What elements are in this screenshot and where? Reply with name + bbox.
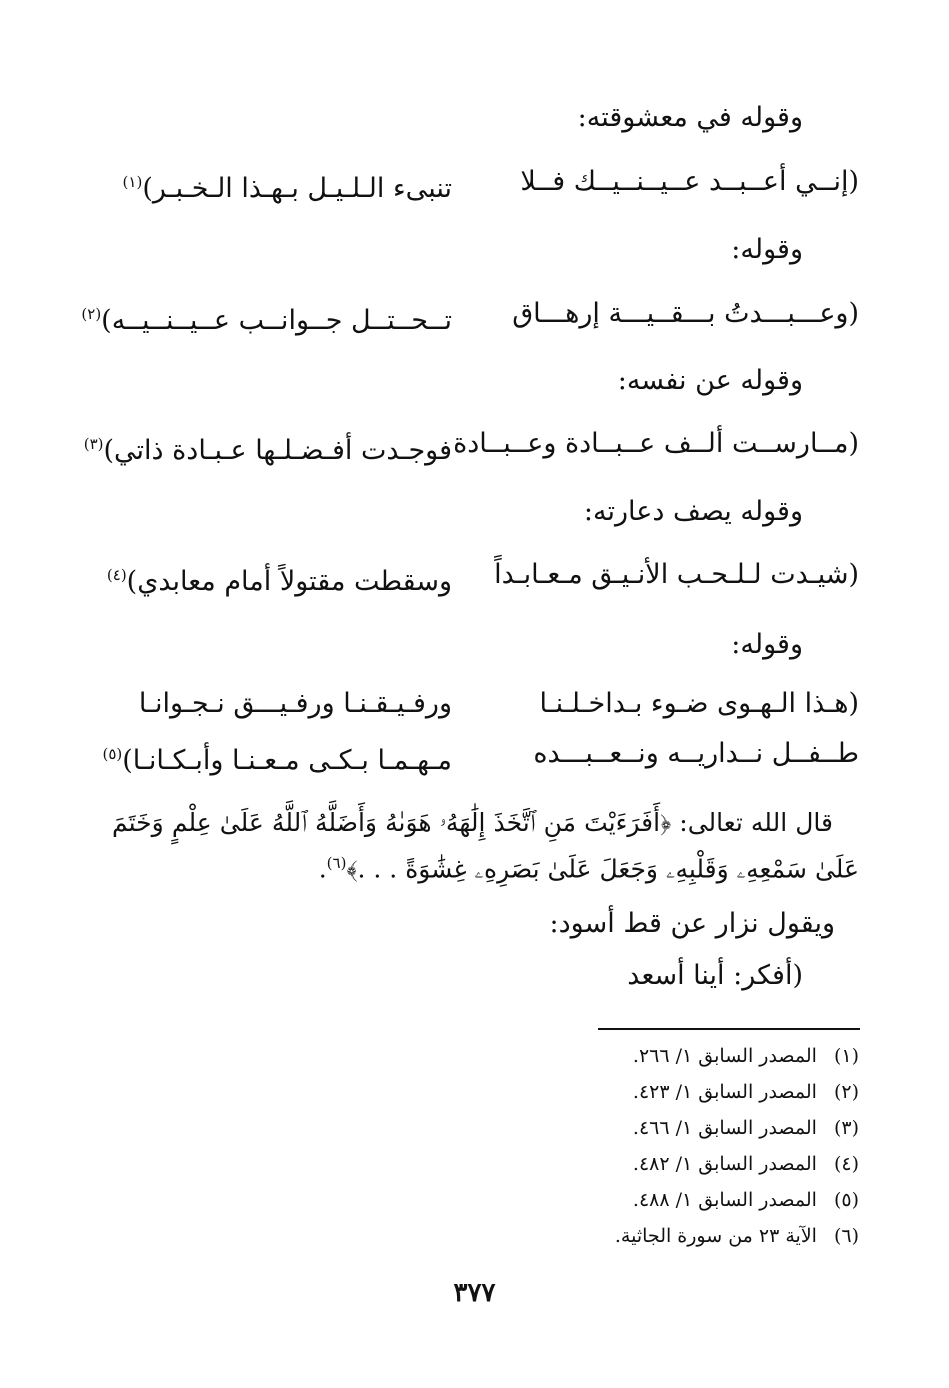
verse-hemistich-left: مـهـمـا بـكـى مـعـنـا وأبـكـانـا)$^{(٥)}$: [102, 745, 452, 776]
verse-intro: ويقول نزار عن قط أسود:: [549, 908, 835, 939]
verse-intro: وقوله يصف دعارته:: [583, 496, 803, 527]
footnote-ref: (١): [122, 173, 143, 191]
quran-quote: قال الله تعالى: ﴿أَفَرَءَيْتَ مَنِ ٱتَّخَذَ إِلَٰهَهُۥ هَوَىٰهُ وَأَضَلَّهُ ٱللَّهُ عَلَىٰ عِلْمٍ وَخَتَمَ عَلَىٰ سَمْعِهِۦ وَقَلْبِهِۦ وَجَعَلَ عَلَىٰ بَصَرِهِۦ غِشَٰوَةً . . .﴾$^{(٦)}$.: [112, 808, 859, 884]
verse-hemistich-left: وسقطت مقتولاً أمام معابدي)$^{(٤)}$: [106, 566, 452, 597]
footnote-ref: (٤): [106, 566, 127, 584]
verse-intro: وقوله:: [731, 234, 803, 265]
verse-hemistich-left: تنبىء الـلـيـل بـهـذا الـخـبـر)$^{(١)}$: [122, 173, 452, 204]
footnote: (٦) الآية ٢٣ من سورة الجاثية.: [614, 1225, 859, 1247]
footnote-separator: [598, 1028, 860, 1030]
verse-hemistich-right: (إنــي أعــبــد عــيــنــيــك فــلا: [520, 166, 859, 197]
footnote: (٢) المصدر السابق ١/ ٤٢٣.: [632, 1081, 859, 1103]
footnote: (١) المصدر السابق ١/ ٢٦٦.: [632, 1045, 859, 1067]
verse-hemistich-right: (هـذا الـهـوى ضـوء بـداخـلـنـا: [539, 688, 859, 719]
verse-hemistich-right: (مــارســت ألــف عــبــادة وعــبــادة: [453, 428, 859, 459]
footnote: (٣) المصدر السابق ١/ ٤٦٦.: [632, 1117, 859, 1139]
verse-line: (أفكر: أينا أسعد: [627, 960, 803, 991]
page-number: ٣٧٧: [453, 1278, 496, 1308]
verse-hemistich-left: ورفـيـقـنـا ورفـيـــق نـجـوانـا: [138, 688, 452, 719]
verse-intro: وقوله عن نفسه:: [617, 365, 803, 396]
verse-hemistich-left: تــحــتــل جــوانــب عــيــنــيــه)$^{(٢)}$: [81, 305, 452, 336]
footnote-ref: (٥): [102, 745, 123, 763]
footnote: (٤) المصدر السابق ١/ ٤٨٢.: [632, 1153, 859, 1175]
footnote-ref: (٦): [326, 854, 347, 872]
verse-hemistich-right: (وعـــبـــدتُ بـــقــيـــة إرهـــاق: [512, 298, 859, 329]
verse-intro: وقوله:: [731, 629, 803, 660]
footnote-ref: (٢): [81, 305, 102, 323]
footnote: (٥) المصدر السابق ١/ ٤٨٨.: [632, 1189, 859, 1211]
verse-intro: وقوله في معشوقته:: [577, 102, 803, 133]
footnote-ref: (٣): [83, 435, 104, 453]
verse-hemistich-right: (شيـدت لـلـحـب الأنـيـق مـعـابـداً: [494, 559, 859, 590]
verse-hemistich-right: طــفــل نــداريــه ونــعــبـــده: [533, 738, 859, 769]
verse-hemistich-left: فوجـدت أفـضـلـها عـبـادة ذاتي)$^{(٣)}$: [83, 435, 452, 466]
